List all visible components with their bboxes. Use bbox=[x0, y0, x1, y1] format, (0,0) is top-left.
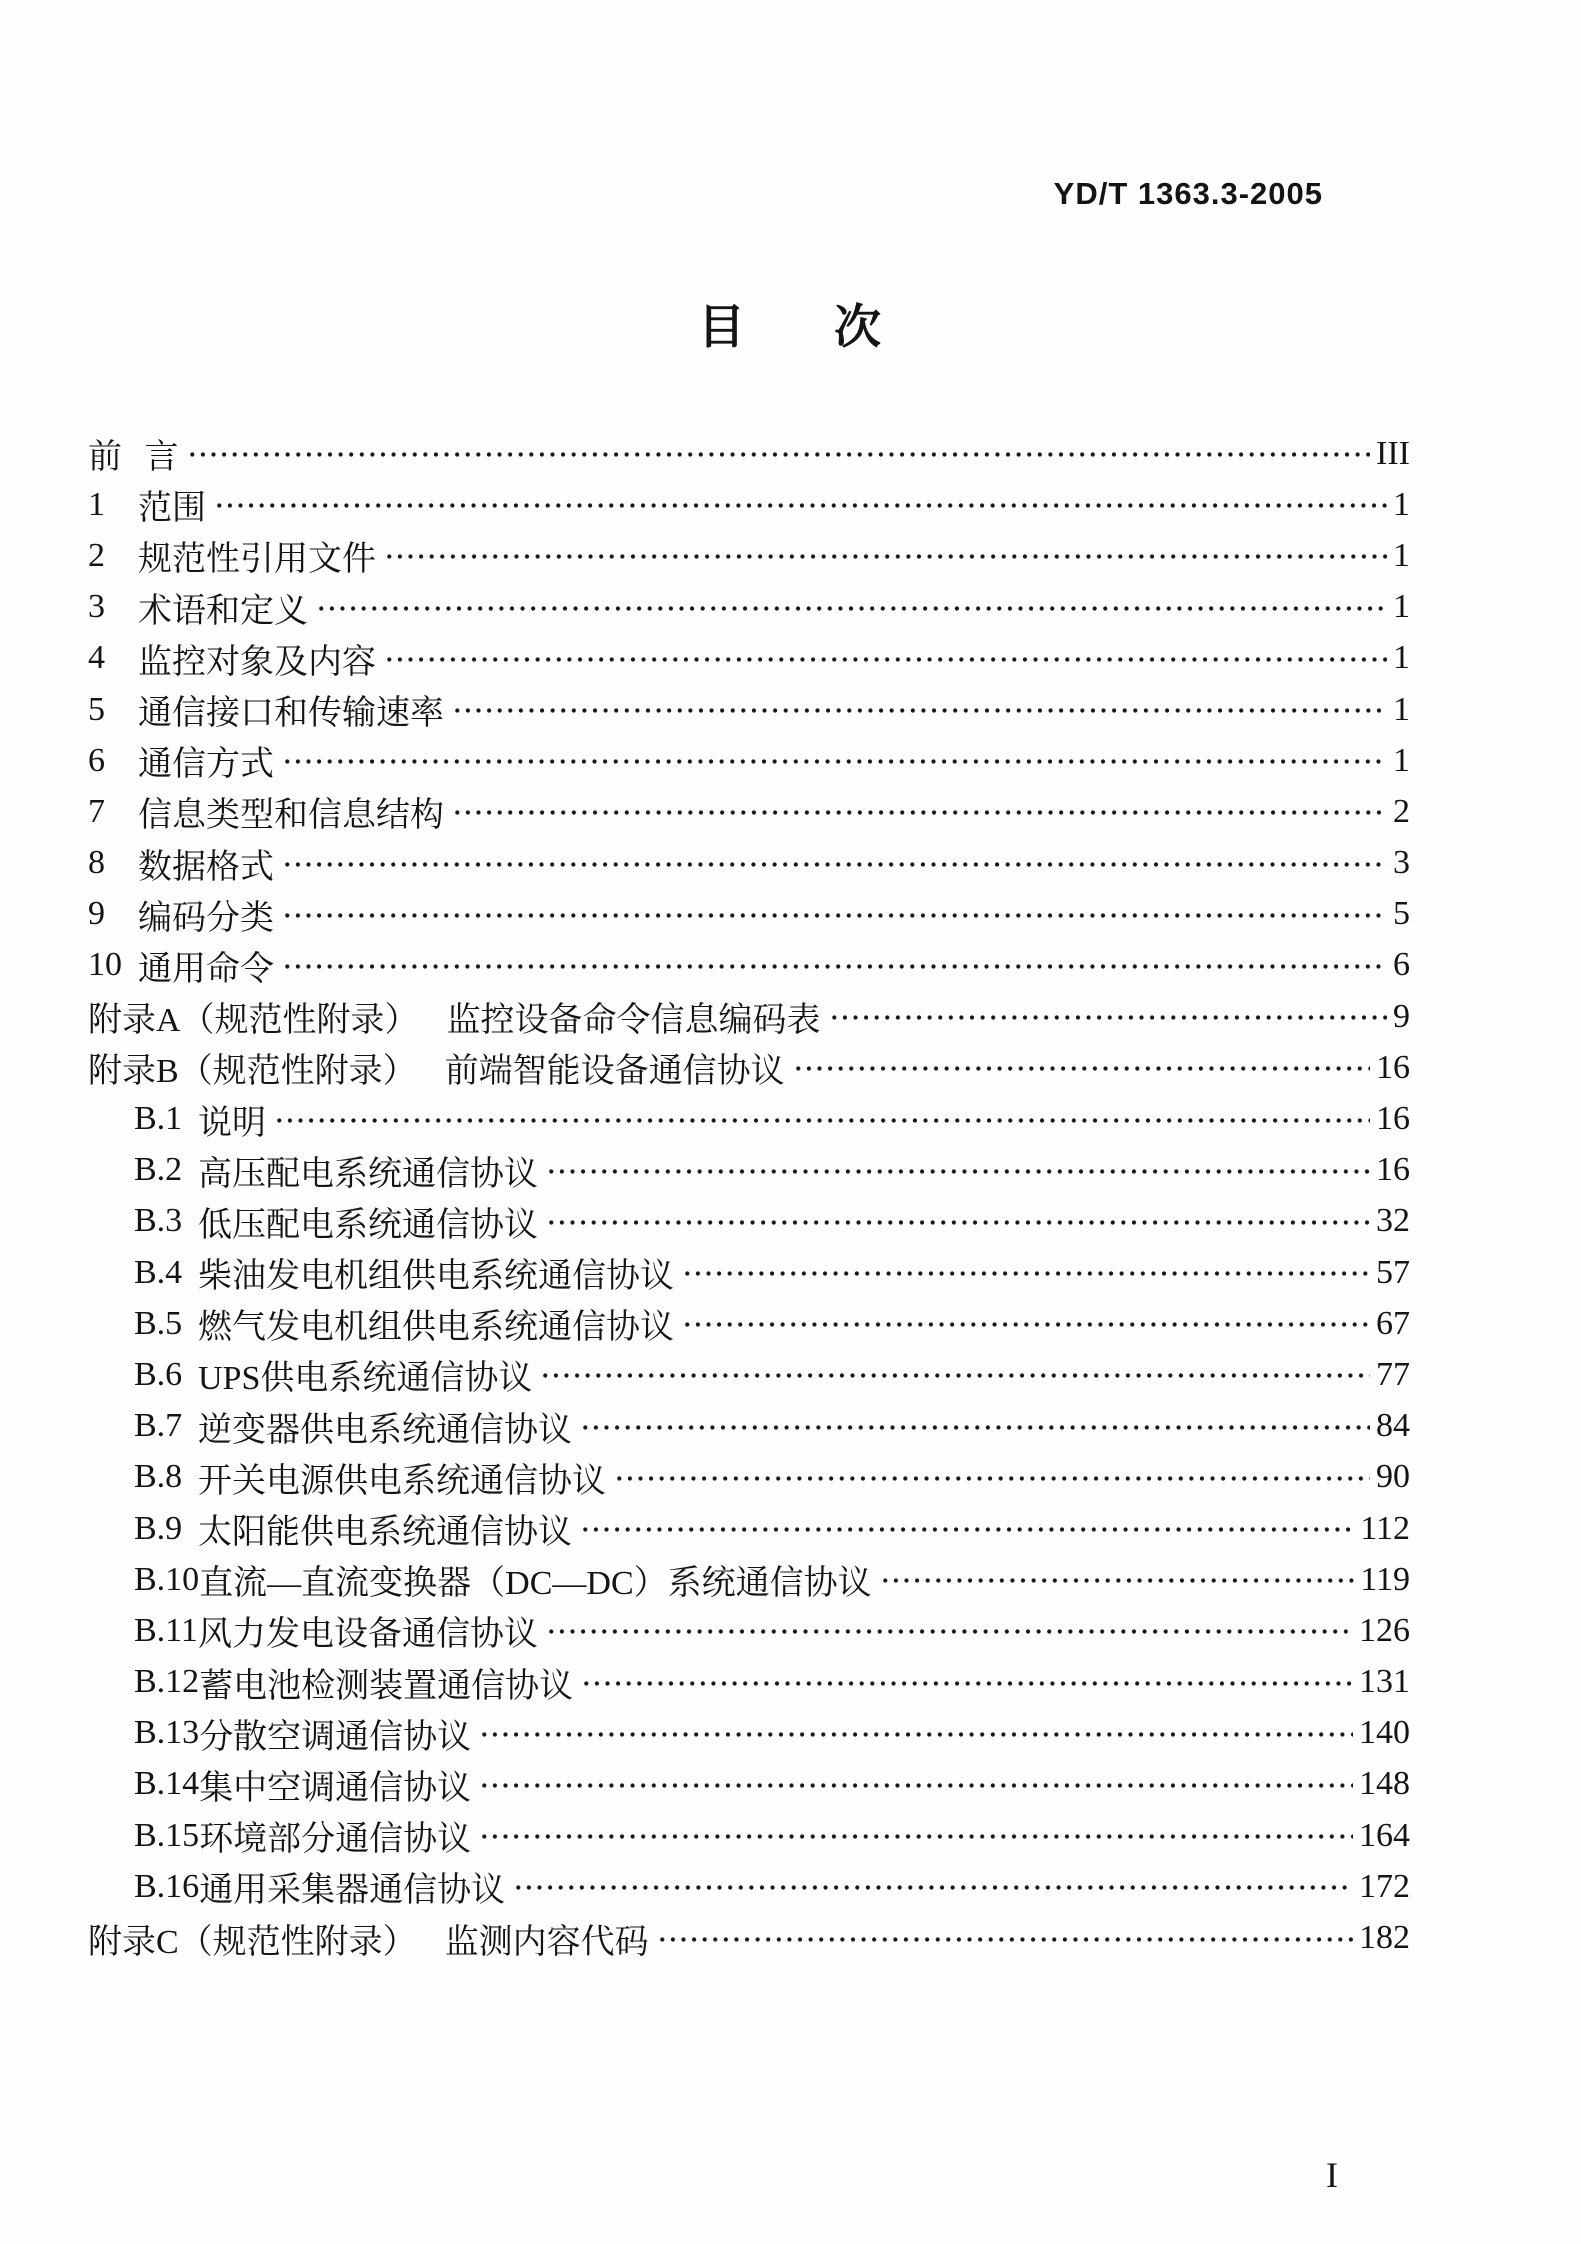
toc-entry-number: B.14 bbox=[134, 1765, 200, 1803]
toc-entry-title: 术语和定义 bbox=[138, 592, 308, 630]
toc-leader-dots bbox=[187, 428, 1371, 479]
toc-entry-title: 编码分类 bbox=[138, 899, 274, 937]
toc-entry-number: B.4 bbox=[134, 1253, 183, 1291]
toc-entry-number: B.3 bbox=[134, 1202, 183, 1240]
toc-leader-dots bbox=[580, 1503, 1354, 1554]
toc-leader-dots bbox=[282, 889, 1387, 940]
standard-number-header: YD/T 1363.3-2005 bbox=[1053, 176, 1323, 211]
toc-entry-page: 77 bbox=[1376, 1355, 1410, 1393]
toc-entry-title: 风力发电设备通信协议 bbox=[198, 1616, 538, 1654]
toc-leader-dots bbox=[793, 1042, 1370, 1093]
toc-row bbox=[88, 633, 1410, 684]
toc-entry-title: 通用命令 bbox=[138, 950, 274, 988]
toc-entry-title: 直流—直流变换器（DC—DC）系统通信协议 bbox=[199, 1565, 872, 1603]
toc-entry-title: 范围 bbox=[138, 490, 206, 528]
toc-entry-page: 2 bbox=[1393, 792, 1410, 830]
toc-entry-number: B.11 bbox=[134, 1611, 198, 1649]
toc-leader-dots bbox=[479, 1759, 1353, 1810]
toc-entry-page: 164 bbox=[1359, 1816, 1410, 1854]
toc-leader-dots bbox=[274, 1093, 1370, 1144]
toc-entry-number: 7 bbox=[88, 792, 105, 830]
toc-row bbox=[88, 1042, 1410, 1093]
toc-entry-title: 监测内容代码 bbox=[444, 1923, 649, 1961]
toc-entry-page: 5 bbox=[1393, 895, 1410, 933]
toc-leader-dots bbox=[479, 1708, 1353, 1759]
toc-row bbox=[88, 1298, 1410, 1349]
toc-entry-number: 附录A（规范性附录） bbox=[88, 1002, 419, 1040]
toc-row bbox=[88, 1247, 1410, 1298]
toc-entry-page: 57 bbox=[1376, 1253, 1410, 1291]
toc-row bbox=[88, 1452, 1410, 1503]
toc-leader-dots bbox=[513, 1861, 1353, 1912]
toc-entry-number: 6 bbox=[88, 741, 105, 779]
toc-row bbox=[88, 991, 1410, 1042]
toc-entry-page: 67 bbox=[1376, 1304, 1410, 1342]
toc-entry-number: B.16 bbox=[134, 1867, 200, 1905]
toc-entry-number: 5 bbox=[88, 690, 105, 728]
toc-leader-dots bbox=[282, 838, 1387, 889]
toc-entry-number: 8 bbox=[88, 844, 105, 882]
toc-entry-page: 6 bbox=[1393, 946, 1410, 984]
toc-leader-dots bbox=[384, 530, 1387, 581]
toc-entry-page: 1 bbox=[1393, 741, 1410, 779]
toc-entry-number: B.8 bbox=[134, 1458, 183, 1496]
toc-leader-dots bbox=[657, 1912, 1353, 1963]
toc-entry-page: 1 bbox=[1393, 485, 1410, 523]
toc-entry-title: 规范性引用文件 bbox=[138, 541, 376, 579]
toc-entry-page: 126 bbox=[1359, 1611, 1410, 1649]
toc-row bbox=[88, 1093, 1410, 1144]
toc-leader-dots bbox=[214, 479, 1387, 530]
toc-entry-number: B.7 bbox=[134, 1407, 183, 1445]
toc-entry-number: B.6 bbox=[134, 1355, 183, 1393]
toc-entry-page: 1 bbox=[1393, 588, 1410, 626]
toc-leader-dots bbox=[682, 1298, 1370, 1349]
toc-entry-page: 112 bbox=[1360, 1509, 1410, 1547]
toc-leader-dots bbox=[479, 1810, 1353, 1861]
toc-row bbox=[88, 1554, 1410, 1605]
toc-row bbox=[88, 1861, 1410, 1912]
toc-entry-title: 数据格式 bbox=[138, 848, 274, 886]
toc-entry-title: 说明 bbox=[198, 1104, 266, 1142]
toc-entry-page: 1 bbox=[1393, 690, 1410, 728]
toc-row bbox=[88, 582, 1410, 633]
toc-row bbox=[88, 1708, 1410, 1759]
toc-entry-page: 9 bbox=[1393, 997, 1410, 1035]
toc-row bbox=[88, 889, 1410, 940]
toc-entry-title: 燃气发电机组供电系统通信协议 bbox=[198, 1309, 674, 1347]
toc-row bbox=[88, 1810, 1410, 1861]
toc-entry-title: 分散空调通信协议 bbox=[199, 1718, 472, 1756]
toc-leader-dots bbox=[540, 1349, 1370, 1400]
toc-entry-title: UPS供电系统通信协议 bbox=[198, 1360, 533, 1398]
toc-entry-number: B.12 bbox=[134, 1663, 200, 1701]
toc-leader-dots bbox=[546, 1605, 1353, 1656]
toc-entry-page: 172 bbox=[1359, 1867, 1410, 1905]
toc-entry-number: 附录B（规范性附录） bbox=[88, 1053, 417, 1091]
toc-entry-title: 通信方式 bbox=[138, 746, 274, 784]
toc-leader-dots bbox=[452, 786, 1387, 837]
toc-leader-dots bbox=[580, 1401, 1370, 1452]
toc-entry-page: 16 bbox=[1376, 1048, 1410, 1086]
toc-entry-page: 131 bbox=[1359, 1663, 1410, 1701]
toc-entry-number: B.15 bbox=[134, 1816, 200, 1854]
toc-entry-page: III bbox=[1376, 434, 1410, 472]
toc-entry-page: 182 bbox=[1359, 1919, 1410, 1957]
toc-list bbox=[88, 428, 1410, 1964]
toc-entry-title: 监控对象及内容 bbox=[138, 643, 376, 681]
toc-row bbox=[88, 1145, 1410, 1196]
toc-row bbox=[88, 1657, 1410, 1708]
toc-leader-dots bbox=[316, 582, 1387, 633]
toc-leader-dots bbox=[682, 1247, 1370, 1298]
toc-entry-page: 3 bbox=[1393, 844, 1410, 882]
toc-row bbox=[88, 428, 1410, 479]
toc-row bbox=[88, 1401, 1410, 1452]
toc-entry-number: B.1 bbox=[134, 1100, 183, 1138]
toc-row bbox=[88, 1196, 1410, 1247]
toc-entry-page: 32 bbox=[1376, 1202, 1410, 1240]
toc-entry-number: 9 bbox=[88, 895, 105, 933]
toc-row bbox=[88, 684, 1410, 735]
toc-row bbox=[88, 940, 1410, 991]
toc-entry-title: 前端智能设备通信协议 bbox=[444, 1053, 785, 1091]
toc-leader-dots bbox=[282, 735, 1387, 786]
toc-row bbox=[88, 530, 1410, 581]
toc-entry-title: 集中空调通信协议 bbox=[199, 1769, 472, 1807]
toc-entry-number: 3 bbox=[88, 588, 105, 626]
toc-row bbox=[88, 786, 1410, 837]
toc-entry-page: 1 bbox=[1393, 536, 1410, 574]
toc-entry-title: 低压配电系统通信协议 bbox=[198, 1206, 538, 1244]
toc-row bbox=[88, 838, 1410, 889]
toc-entry-number: 附录C（规范性附录） bbox=[88, 1923, 417, 1961]
toc-leader-dots bbox=[614, 1452, 1370, 1503]
toc-entry-number: 10 bbox=[88, 946, 122, 984]
toc-row bbox=[88, 1503, 1410, 1554]
toc-entry-title: 逆变器供电系统通信协议 bbox=[198, 1411, 572, 1449]
toc-entry-page: 90 bbox=[1376, 1458, 1410, 1496]
toc-row bbox=[88, 1912, 1410, 1963]
toc-entry-page: 1 bbox=[1393, 639, 1410, 677]
toc-entry-number: B.2 bbox=[134, 1151, 183, 1189]
toc-entry-title: 通信接口和传输速率 bbox=[138, 695, 444, 733]
toc-row bbox=[88, 1759, 1410, 1810]
toc-row bbox=[88, 1349, 1410, 1400]
toc-entry-title: 通用采集器通信协议 bbox=[199, 1872, 506, 1910]
toc-entry-title: 高压配电系统通信协议 bbox=[198, 1155, 538, 1193]
toc-entry-page: 119 bbox=[1360, 1560, 1410, 1598]
toc-entry-title: 监控设备命令信息编码表 bbox=[446, 1002, 821, 1040]
toc-entry-number: 前 言 bbox=[88, 439, 179, 477]
toc-entry-number: B.13 bbox=[134, 1714, 200, 1752]
toc-entry-title: 信息类型和信息结构 bbox=[138, 797, 444, 835]
toc-entry-title: 蓄电池检测装置通信协议 bbox=[199, 1667, 574, 1705]
toc-leader-dots bbox=[452, 684, 1387, 735]
toc-entry-number: 1 bbox=[88, 485, 105, 523]
toc-entry-number: 4 bbox=[88, 639, 105, 677]
toc-row bbox=[88, 735, 1410, 786]
toc-entry-number: 2 bbox=[88, 536, 105, 574]
toc-entry-page: 140 bbox=[1359, 1714, 1410, 1752]
toc-entry-title: 太阳能供电系统通信协议 bbox=[198, 1514, 572, 1552]
toc-entry-number: B.5 bbox=[134, 1304, 183, 1342]
page-title: 目 次 bbox=[697, 300, 884, 353]
toc-row bbox=[88, 1605, 1410, 1656]
toc-leader-dots bbox=[880, 1554, 1355, 1605]
toc-entry-number: B.10 bbox=[134, 1560, 200, 1598]
toc-row bbox=[88, 479, 1410, 530]
footer-page-number: I bbox=[1326, 2155, 1338, 2195]
toc-entry-page: 16 bbox=[1376, 1151, 1410, 1189]
toc-entry-page: 148 bbox=[1359, 1765, 1410, 1803]
toc-leader-dots bbox=[384, 633, 1387, 684]
toc-leader-dots bbox=[546, 1196, 1370, 1247]
toc-entry-page: 84 bbox=[1376, 1407, 1410, 1445]
toc-entry-page: 16 bbox=[1376, 1100, 1410, 1138]
toc-entry-title: 开关电源供电系统通信协议 bbox=[198, 1462, 606, 1500]
toc-entry-title: 环境部分通信协议 bbox=[199, 1821, 472, 1859]
toc-leader-dots bbox=[581, 1657, 1353, 1708]
toc-leader-dots bbox=[282, 940, 1387, 991]
toc-entry-title: 柴油发电机组供电系统通信协议 bbox=[198, 1258, 674, 1296]
toc-leader-dots bbox=[546, 1145, 1370, 1196]
toc-entry-number: B.9 bbox=[134, 1509, 183, 1547]
toc-leader-dots bbox=[829, 991, 1387, 1042]
